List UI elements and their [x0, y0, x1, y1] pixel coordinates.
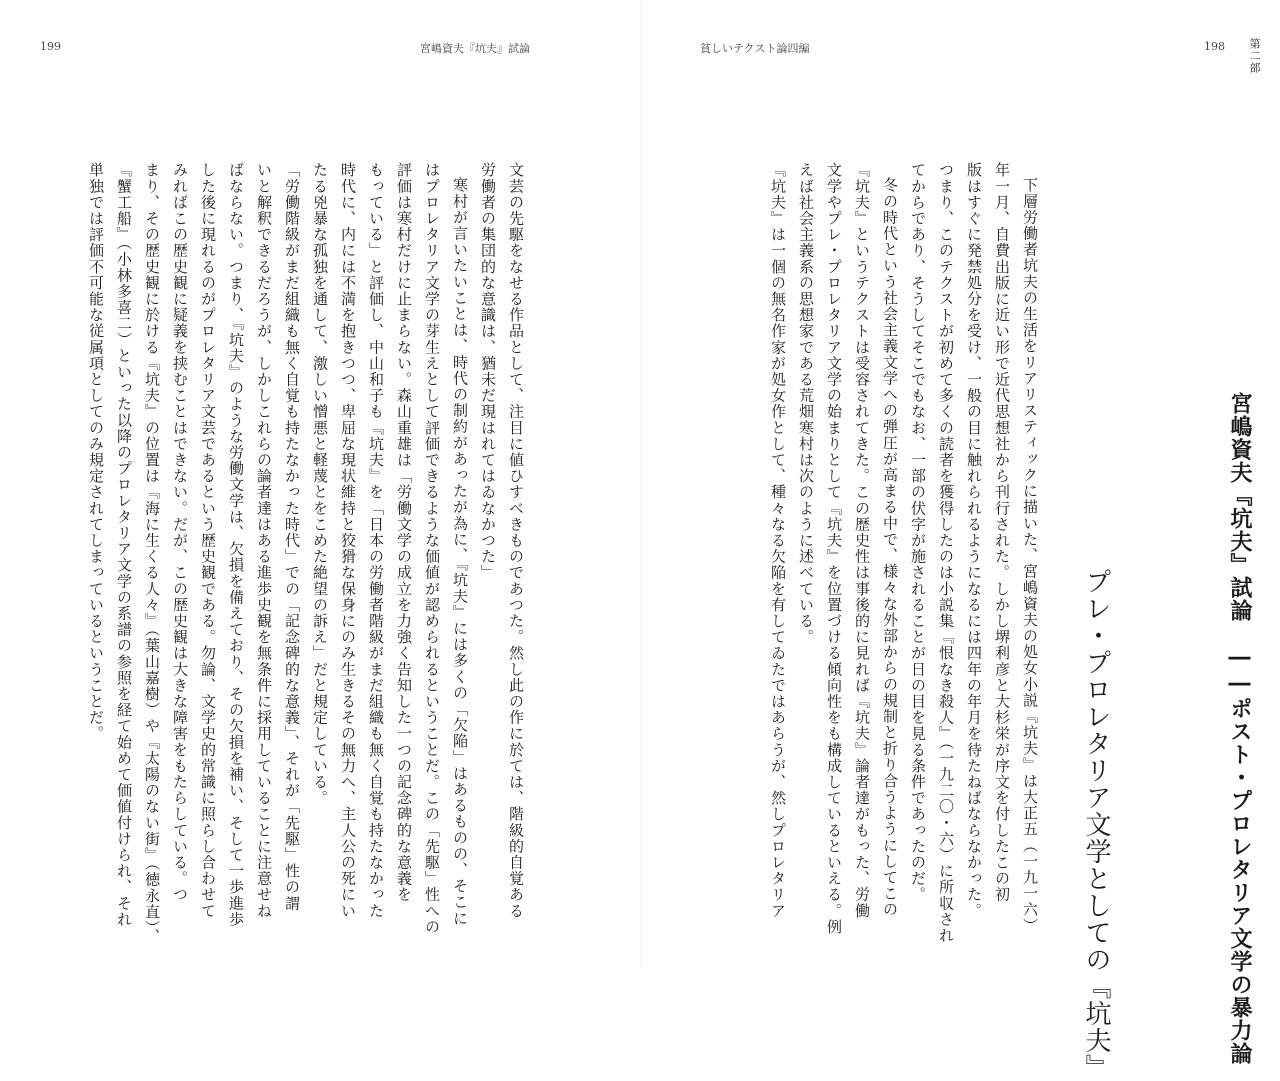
part-label: 第二部: [1248, 38, 1261, 74]
right-line-10: 『坑夫』は一個の無名作家が処女作として、種々なる欠陥を有してゐたではあらうが、然しプロレタリア: [769, 162, 787, 919]
right-line-7: 『坑夫』というテクストは受容されてきた。この歴史性は事後的に見れば『坑夫』論者達がもった、労働: [853, 162, 871, 919]
page-spine: [640, 0, 641, 968]
right-line-3: 版はすぐに発禁処分を受け、一般の目に触れられるようになるには四年の年月を待たねばならなかった。: [965, 162, 983, 919]
left-line-8: たる兇暴な孤独を通して、激しい憎悪と軽蔑とをこめた絶望の訴え」だと規定している。: [311, 162, 329, 806]
right-line-4: つまり、このテクストが初めて多くの読者を獲得したのは小説集『恨なき殺人』（一九二〇・六）に所収され: [937, 162, 955, 944]
left-line-9: 「労働階級がまだ組織も無く自覚も持たなかった時代」での「記念碑的な意義」、それが「先駆」性の謂: [283, 162, 301, 912]
right-line-5: てからであり、そうしてそこでもなお、一部の伏字が施されることが日の目を見る条件であったのだ。: [909, 162, 927, 903]
section-heading: プレ・プロレタリア文学としての『坑夫』: [1081, 568, 1111, 1081]
right-running-head: 貧しいテクスト論四編: [700, 42, 810, 55]
left-line-7: 時代に、内には不満を抱きつつ、卑屈な現状維持と狡猾な保身にのみ生きるその無力へ、主人公の死にい: [339, 162, 357, 919]
left-line-10: いと解釈できるだろうが、しかしこれらの論者達はある進歩史観を無条件に採用していることに注意せね: [255, 162, 273, 919]
right-line-1: 下層労働者坑夫の生活をリアリスティックに描いた、宮嶋資夫の処女小説『坑夫』は大正五（一九一六）: [1021, 177, 1039, 934]
left-line-4: はプロレタリア文学の芽生えとして評価できるような価値が認められるということだ。この「先駆」性への: [423, 162, 441, 935]
right-line-9: えば社会主義系の思想家である荒畑寒村は次のように述べている。: [797, 162, 815, 645]
left-line-12: した後に現れるのがプロレタリア文芸であるという歴史観である。勿論、文学史的常識に照らし合わせて: [199, 162, 217, 919]
right-line-8: 文学やプレ・プロレタリア文学の始まりとして『坑夫』を位置づける傾向性をも構成しているといえる。例: [825, 162, 843, 935]
left-line-11: ばならない。つまり、『坑夫』のような労働文学は、欠損を備えており、その欠損を補い、そして一歩進歩: [227, 162, 245, 928]
left-line-6: もっている」と評価し、中山和子も『坑夫』を「日本の労働者階級がまだ組織も無く自覚も持たなかった: [367, 162, 385, 919]
left-line-13: みればこの歴史観に疑義を挟むことはできない。だが、この歴史観は大きな障害をもたらしている。つ: [171, 162, 189, 903]
left-running-head: 宮嶋資夫『坑夫』試論: [420, 42, 530, 55]
right-line-2: 年一月、自費出版に近い形で近代思想社から刊行された。しかし堺利彦と大杉栄が序文を付したこの初: [993, 162, 1011, 903]
left-line-1: 文芸の先駆をなせる作品として、注目に値ひすべきものであつた。然し此の作に於ては、階級的自覚ある: [507, 162, 525, 919]
chapter-title: 宮嶋資夫『坑夫』試論 ――ポスト・プロレタリア文学の暴力論: [1227, 392, 1252, 1065]
left-line-2: 労働者の集団的な意識は、猶未だ現はれてはゐなかつた」: [479, 162, 497, 581]
left-line-14: まり、その歴史観に於ける『坑夫』の位置は『海に生くる人々』（葉山嘉樹）や『太陽のない街』（徳永直）、: [143, 162, 161, 945]
left-line-16: 単独では評価不可能な従属項としてのみ規定されてしまっているということだ。: [87, 162, 105, 742]
right-page-number: 198: [1204, 40, 1225, 53]
left-page-number: 199: [40, 40, 61, 53]
left-line-3: 寒村が言いたいことは、時代の制約があったが為に、『坑夫』には多くの「欠陥」はあるものの、そこに: [451, 177, 469, 927]
left-line-15: 『蟹工船』（小林多喜二）といった以降のプロレタリア文学の系譜の参照を経て始めて価値付けられ、それ: [115, 162, 133, 928]
left-line-5: 評価は寒村だけに止まらない。森山重雄は「労働文学の成立を力強く告知した一つの記念碑的な意義を: [395, 162, 413, 903]
right-line-6: 冬の時代という社会主義文学への弾圧が高まる中で、様々な外部からの規制と折り合うようにしてこの: [881, 177, 899, 918]
